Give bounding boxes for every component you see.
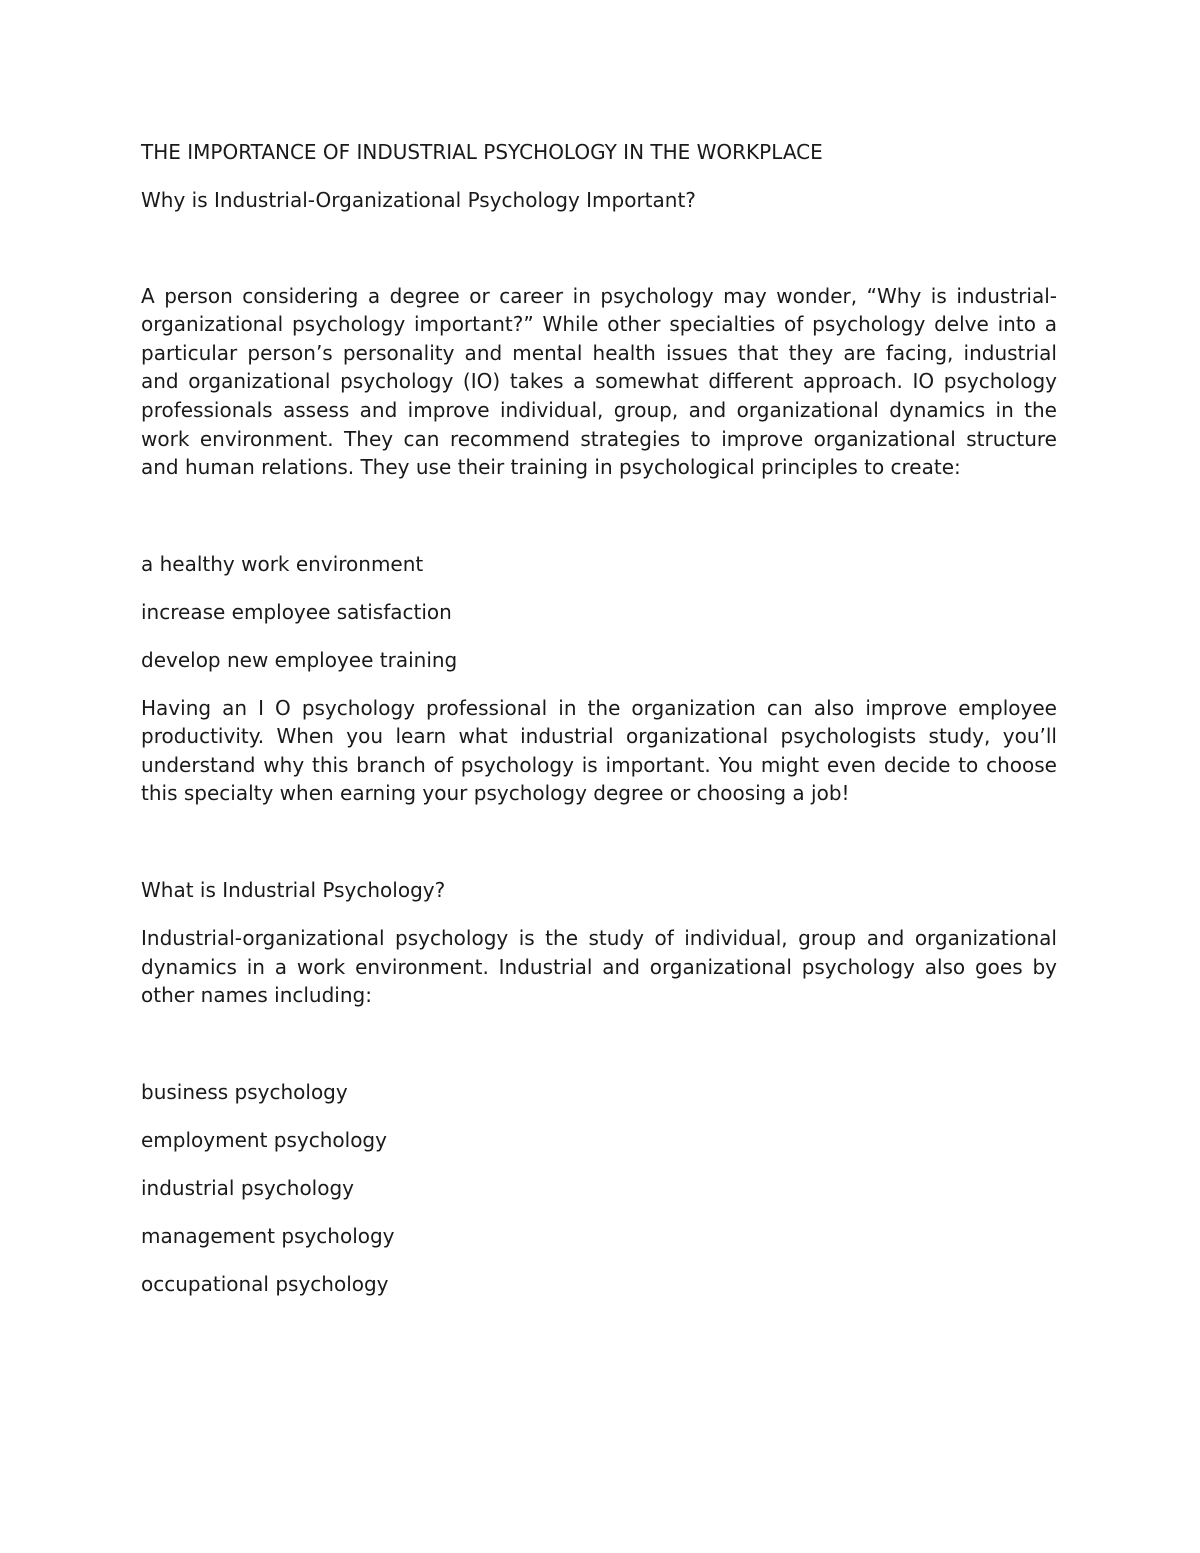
list-item: increase employee satisfaction — [141, 599, 452, 624]
benefits-list — [141, 550, 1057, 675]
list-item: management psychology — [141, 1223, 395, 1248]
section-heading-importance: Why is Industrial-Organizational Psychology Important? — [141, 187, 696, 212]
list-item: industrial psychology — [141, 1175, 354, 1200]
list-item: develop new employee training — [141, 647, 458, 672]
list-item: a healthy work environment — [141, 551, 424, 576]
document-body — [141, 138, 1057, 1318]
definition-paragraph: Industrial-organizational psychology is the study of individual, group and organizational dynamics in a work environment. Industrial and organizational psychology also goes by other names including: — [141, 926, 1057, 1008]
list-item: occupational psychology — [141, 1271, 389, 1296]
section-heading-definition: What is Industrial Psychology? — [141, 878, 446, 903]
intro-paragraph: A person considering a degree or career in psychology may wonder, “Why is industrial-organizational psychology important?” While other specialties of psychology delve into a particular person’s personality and mental health issues that they are facing, industrial and organizational psychology (IO) takes a somewhat different approach. IO psychology professionals assess and improve individual, group, and organizational dynamics in the work environment. They can recommend strategies to improve organizational structure and human relations. They use their training in psychological principles to create: — [141, 283, 1057, 480]
list-item: business psychology — [141, 1079, 348, 1104]
list-item: employment psychology — [141, 1127, 387, 1152]
document-title: THE IMPORTANCE OF INDUSTRIAL PSYCHOLOGY IN THE WORKPLACE — [141, 140, 823, 164]
alternate-names-list — [141, 1078, 1057, 1299]
closing-paragraph: Having an I O psychology professional in the organization can also improve employee productivity. When you learn what industrial organizational psychologists study, you’ll understand why this branch of psychology is important. You might even decide to choose this specialty when earning your psychology degree or choosing a job! — [141, 695, 1057, 806]
